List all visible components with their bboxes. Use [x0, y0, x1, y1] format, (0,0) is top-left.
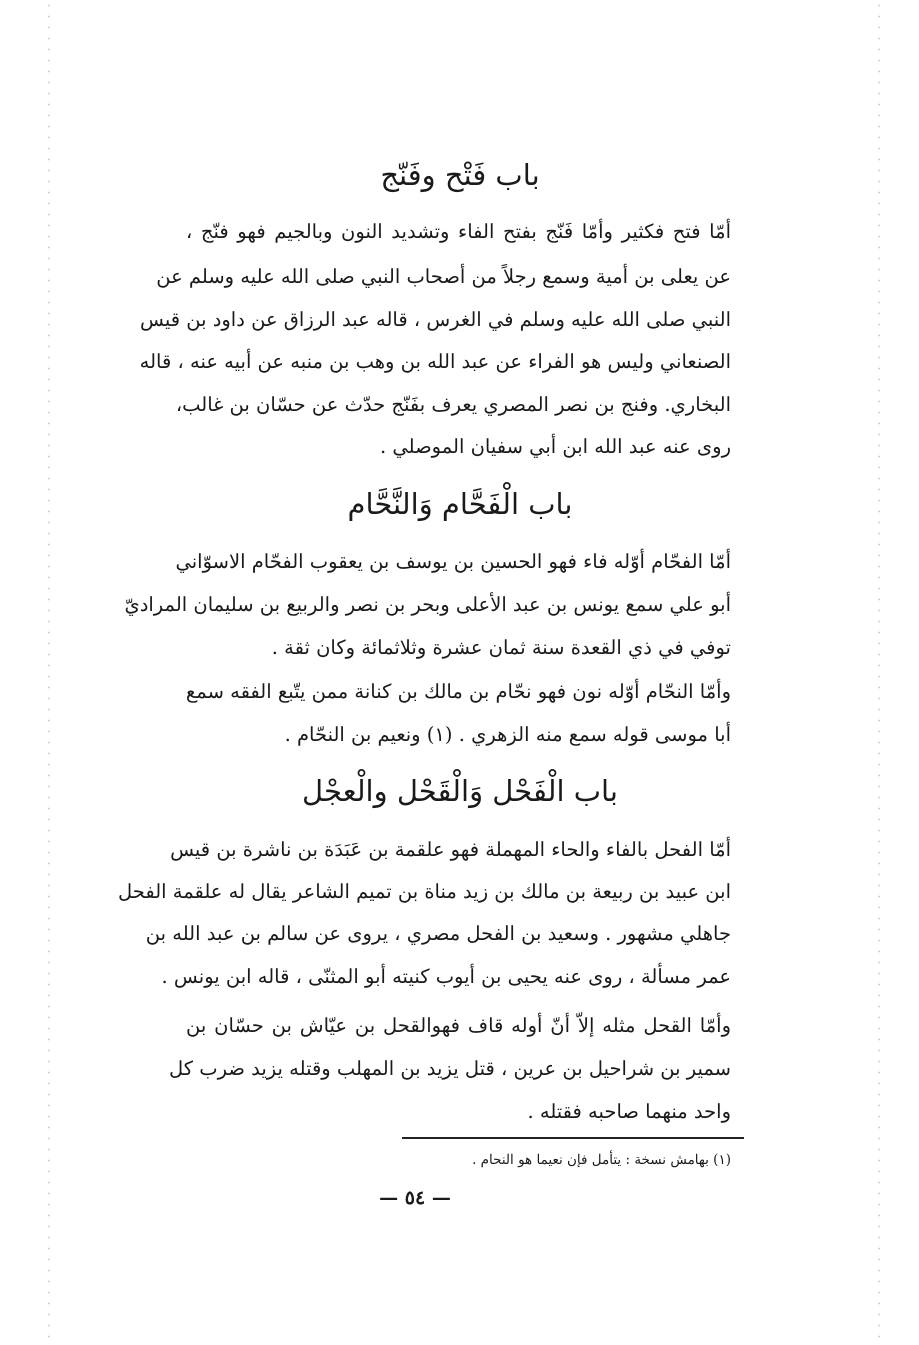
section-1-line-1: أمّا فتح فكثير وأمّا فَنّج بفتح الفاء وتشديد النون وبالجيم فهو فنّج ،: [186, 220, 731, 243]
section-3-line-6: سمير بن شراحيل بن عرين ، قتل يزيد بن المهلب وقتله يزيد ضرب كل: [169, 1057, 731, 1080]
section-2-line-5: أبا موسى قوله سمع منه الزهري . (١) ونعيم بن النحّام .: [284, 723, 731, 746]
section-1-line-2: عن يعلى بن أمية وسمع رجلاً من أصحاب النبي صلى الله عليه وسلم عن: [156, 265, 731, 288]
section-2-line-4: وأمّا النحّام أوّله نون فهو نحّام بن مالك بن كنانة ممن يتّبع الفقه سمع: [185, 680, 731, 703]
section-3-line-4: عمر مسألة ، روى عنه يحيى بن أيوب كنيته أبو المثنّى ، قاله ابن يونس .: [161, 965, 731, 988]
section-1-line-5: البخاري. وفنج بن نصر المصري يعرف بفَنّج حدّث عن حسّان بن غالب،: [175, 393, 731, 416]
section-2-line-2: أبو علي سمع يونس بن عبد الأعلى وبحر بن نصر والربيع بن سليمان المراديّ: [124, 593, 731, 616]
footnote: (١) بهامش نسخة : يتأمل فإن نعيما هو النحام .: [472, 1152, 731, 1168]
section-3-line-5: وأمّا القحل مثله إلاّ أنّ أوله قاف فهوالقحل بن عيّاش بن حسّان بن: [186, 1014, 731, 1037]
footnote-divider: [402, 1137, 744, 1139]
section-2-line-1: أمّا الفحّام أوّله فاء فهو الحسين بن يوسف بن يعقوب الفحّام الاسوّاني: [175, 550, 731, 573]
section-1-line-3: النبي صلى الله عليه وسلم في الغرس ، قاله عبد الرزاق عن داود بن قيس: [139, 308, 731, 331]
page-number: — ٥٤ —: [379, 1187, 451, 1209]
section-3-line-7: واحد منهما صاحبه فقتله .: [527, 1100, 731, 1123]
section-1-line-6: روى عنه عبد الله ابن أبي سفيان الموصلي .: [380, 435, 731, 458]
section-title-fahl-qahl-ajl: باب الْفَحْل وَالْقَحْل والْعجْل: [302, 774, 618, 808]
section-title-fath-fannaj: باب فَتْح وفَنّج: [380, 158, 540, 192]
section-3-line-3: جاهلي مشهور . وسعيد بن الفحل مصري ، يروى عن سالم بن عبد الله بن: [145, 922, 731, 945]
section-3-line-1: أمّا الفحل بالفاء والحاء المهملة فهو علقمة بن عَبَدَة بن ناشرة بن قيس: [170, 838, 731, 861]
section-1-line-4: الصنعاني وليس هو الفراء عن عبد الله بن وهب بن منبه عن أبيه عنه ، قاله: [139, 350, 731, 373]
section-title-fahham-nahham: باب الْفَحَّام وَالنَّحَّام: [347, 487, 573, 521]
section-3-line-2: ابن عبيد بن ربيعة بن مالك بن زيد مناة بن تميم الشاعر يقال له علقمة الفحل: [117, 880, 731, 903]
section-2-line-3: توفي في ذي القعدة سنة ثمان عشرة وثلاثمائة وكان ثقة .: [271, 636, 731, 659]
